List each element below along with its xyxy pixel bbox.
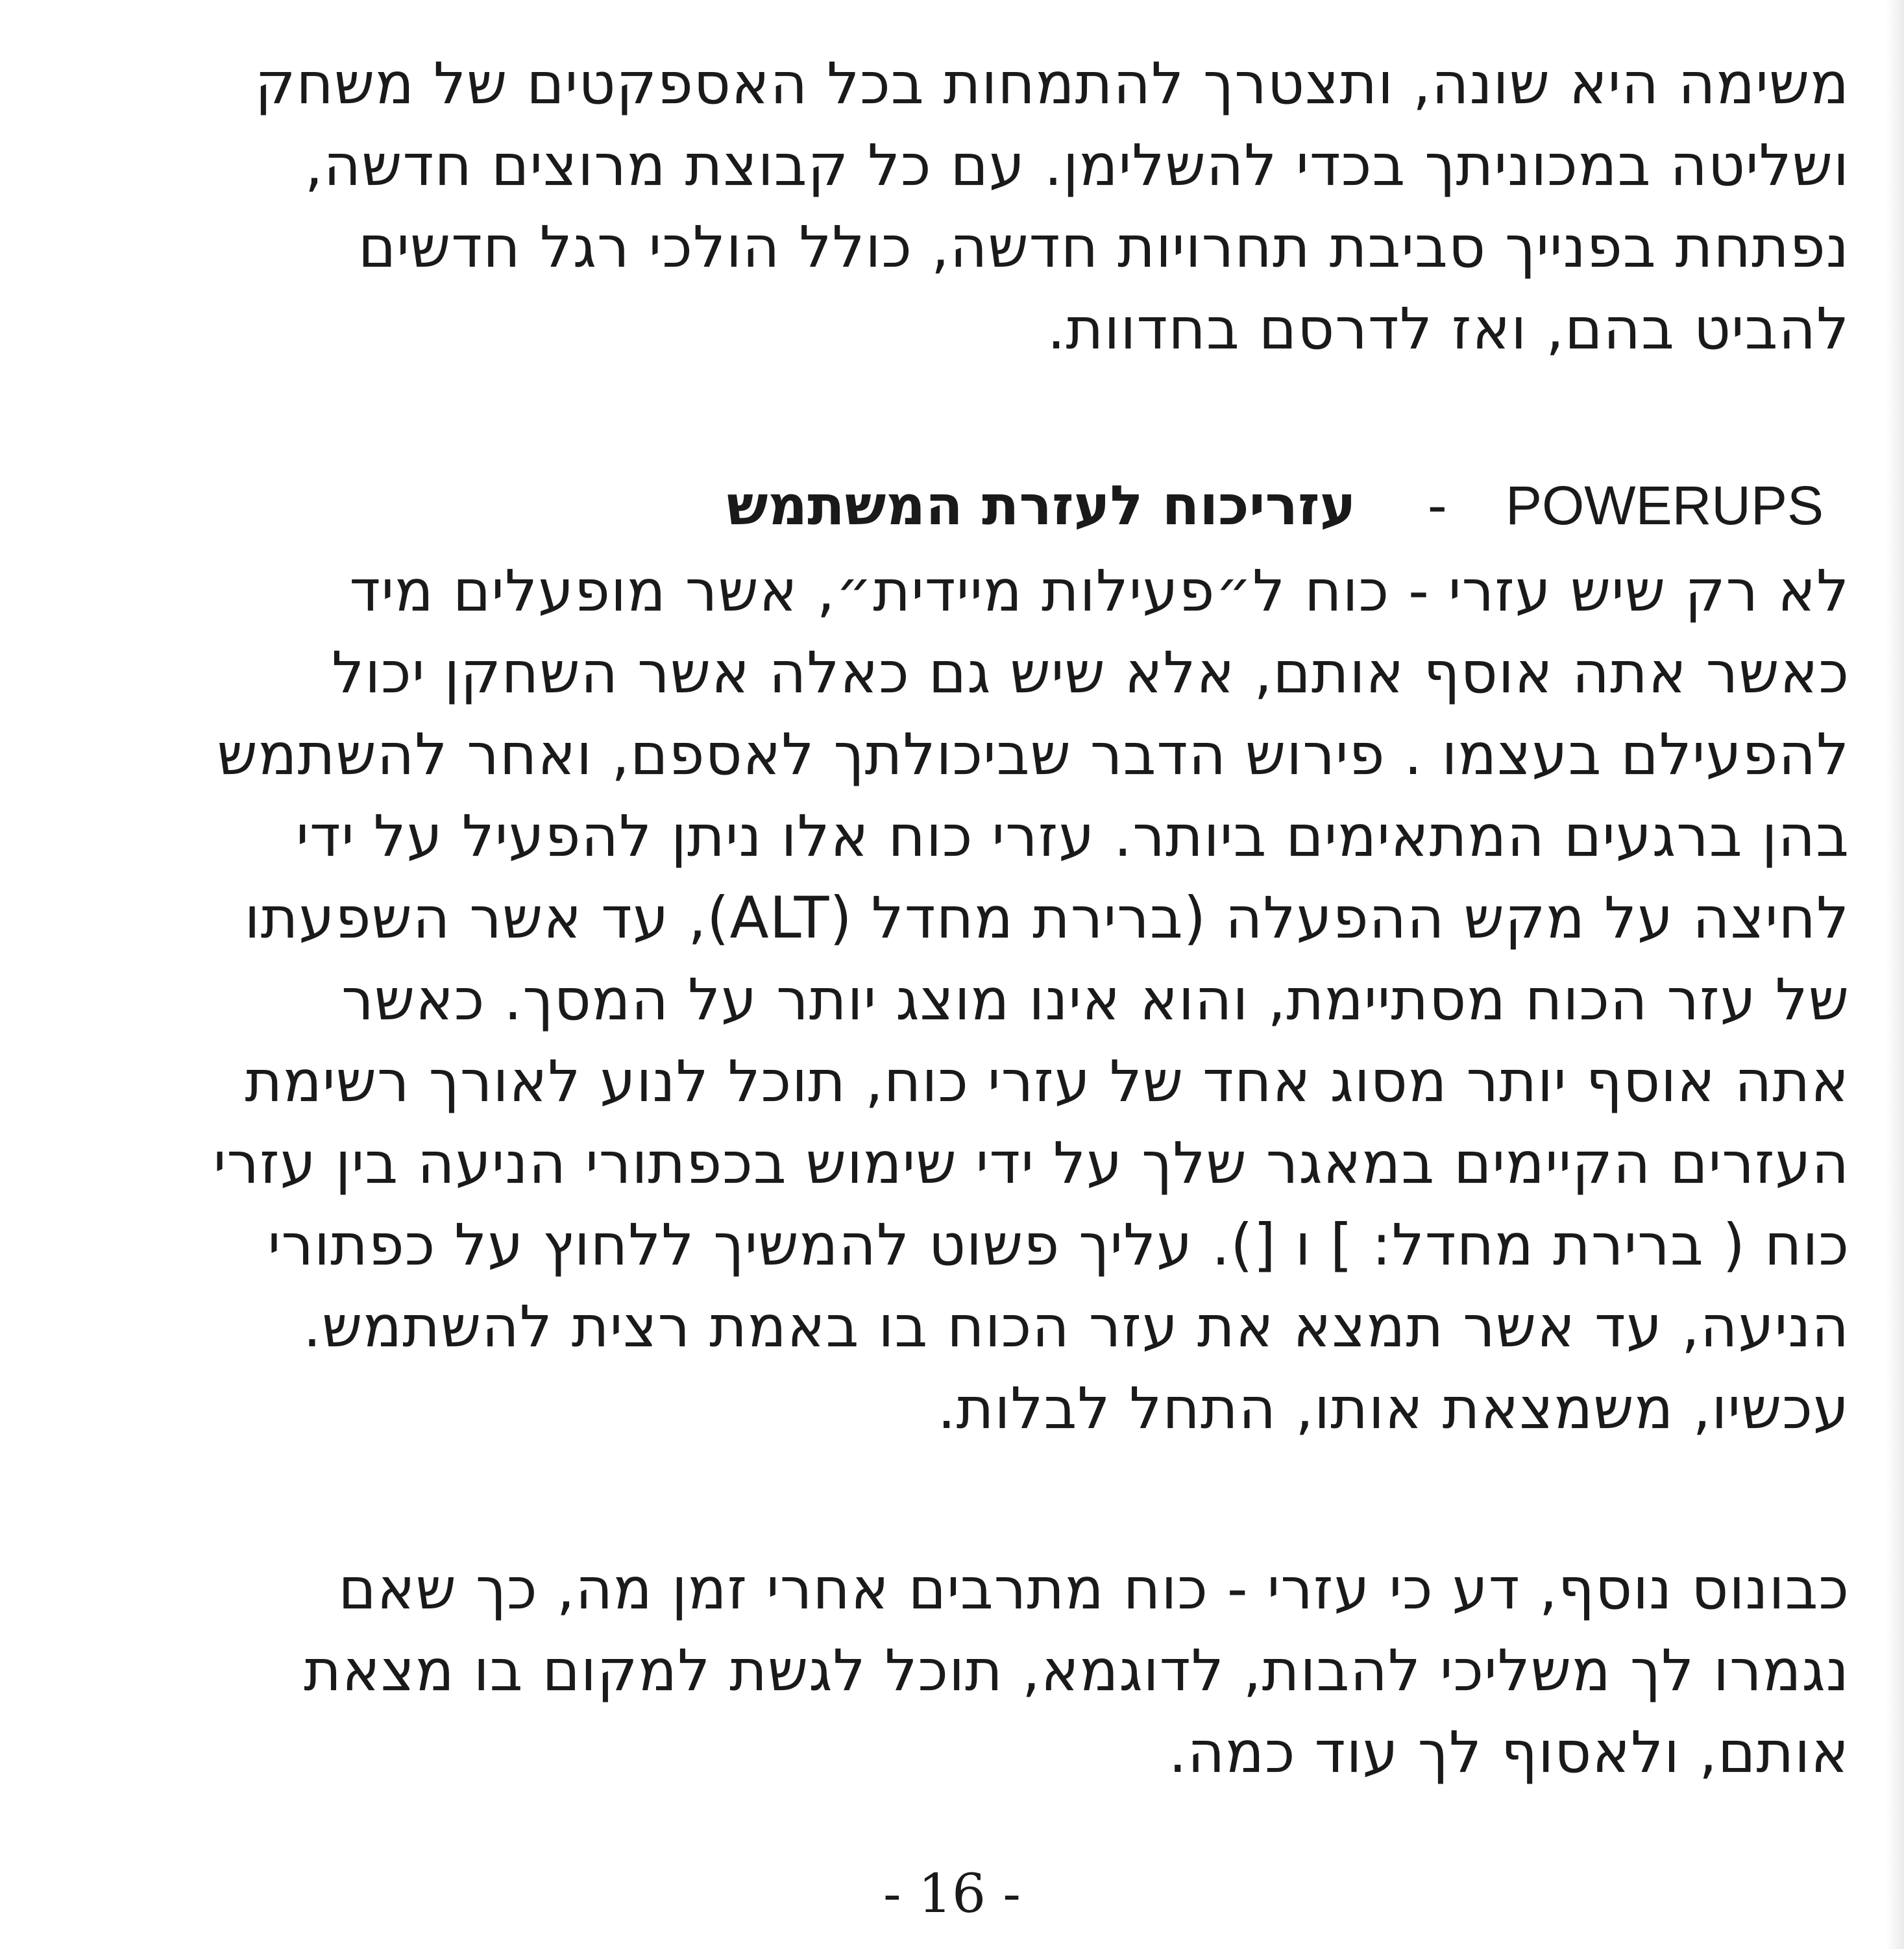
text-line: כוח ( ברירת מחדל: ] ו [). עליך פשוט להמשיך ללחוץ על כפתורי bbox=[267, 1211, 1849, 1278]
heading-hebrew: עזריכוח לעזרת המשתמש bbox=[726, 474, 1356, 537]
powerups-paragraph bbox=[45, 550, 1849, 1449]
text-line: כאשר אתה אוסף אותם, אלא שיש גם כאלה אשר השחקן יכול bbox=[332, 639, 1849, 706]
text-line: משימה היא שונה, ותצטרך להתמחות בכל האספקטים של משחק bbox=[254, 50, 1849, 117]
page-edge-shadow bbox=[1886, 0, 1904, 1949]
text-line: העזרים הקיימים במאגר שלך על ידי שימוש בכפתורי הניעה בין עזרי bbox=[213, 1130, 1849, 1196]
page-number: - 16 - bbox=[883, 1863, 1021, 1925]
section-heading bbox=[45, 465, 1824, 546]
text-line: להביט בהם, ואז לדרסם בחדוות. bbox=[1047, 295, 1849, 362]
text-line: הניעה, עד אשר תמצא את עזר הכוח בו באמת רצית להשתמש. bbox=[303, 1293, 1849, 1360]
text-line: ושליטה במכוניתך בכדי להשלימן. עם כל קבוצת מרוצים חדשה, bbox=[304, 132, 1849, 199]
text-line: לחיצה על מקש ההפעלה (ברירת מחדל (ALT), עד אשר השפעתו bbox=[244, 884, 1849, 951]
heading-english: POWERUPS bbox=[1505, 475, 1824, 536]
text-line: כבונוס נוסף, דע כי עזרי - כוח מתרבים אחרי זמן מה, כך שאם bbox=[338, 1555, 1849, 1622]
intro-paragraph bbox=[45, 43, 1849, 370]
bonus-paragraph bbox=[45, 1548, 1849, 1793]
text-line: של עזר הכוח מסתיימת, והוא אינו מוצג יותר על המסך. כאשר bbox=[341, 966, 1849, 1033]
text-line: אותם, ולאסוף לך עוד כמה. bbox=[1168, 1719, 1849, 1786]
text-line: לא רק שיש עזרי - כוח ל״פעילות מיידית״, אשר מופעלים מיד bbox=[349, 557, 1849, 624]
text-line: עכשיו, משמצאת אותו, התחל לבלות. bbox=[937, 1375, 1849, 1442]
text-line: נגמרו לך משליכי להבות, לדוגמא, תוכל לגשת למקום בו מצאת bbox=[304, 1637, 1849, 1704]
text-line: בהן ברגעים המתאימים ביותר. עזרי כוח אלו ניתן להפעיל על ידי bbox=[296, 803, 1849, 869]
heading-dash: - bbox=[1427, 474, 1447, 537]
text-line: להפעילם בעצמו . פירוש הדבר שביכולתך לאספם, ואחר להשתמש bbox=[217, 721, 1849, 788]
text-line: אתה אוסף יותר מסוג אחד של עזרי כוח, תוכל לנוע לאורך רשימת bbox=[245, 1048, 1849, 1115]
text-line: נפתחת בפנייך סביבת תחרויות חדשה, כולל הולכי רגל חדשים bbox=[358, 213, 1849, 280]
